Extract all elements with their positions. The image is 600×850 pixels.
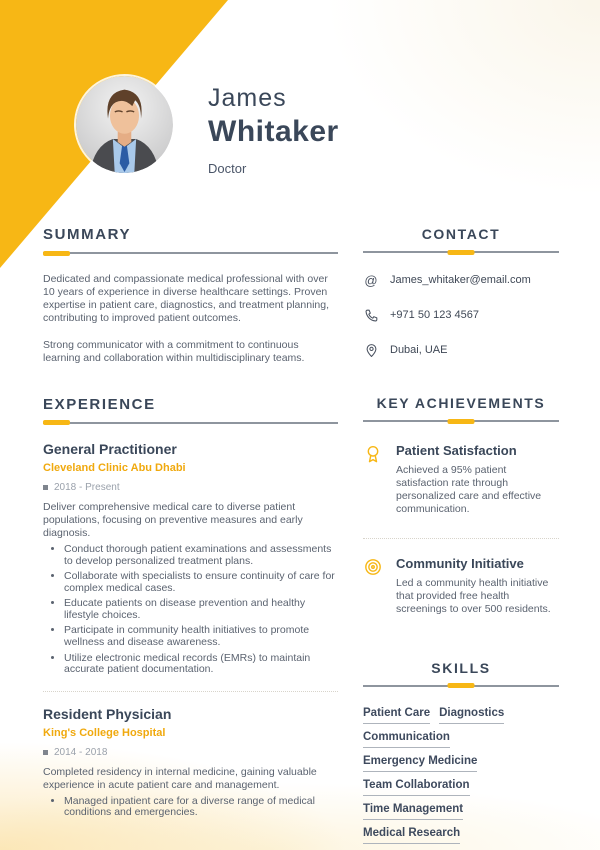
achievements-list: [363, 443, 559, 616]
calendar-icon: [43, 750, 48, 755]
contact-value: Dubai, UAE: [390, 344, 448, 356]
divider-accent: [448, 419, 475, 424]
target-icon: [363, 556, 384, 616]
section-divider: [363, 685, 559, 687]
skill-item: Patient Care: [363, 707, 430, 724]
achievement-item: [363, 443, 559, 517]
contact-item: [363, 272, 559, 288]
job-dates: [43, 747, 338, 758]
contact-value: James_whitaker@email.com: [390, 274, 531, 286]
job-bullet: • Educate patients on disease prevention and healthy lifestyle choices.: [64, 598, 338, 621]
skill-item: Communication: [363, 731, 450, 748]
achievement-body: [396, 443, 559, 517]
job-company: King's College Hospital: [43, 726, 166, 739]
summary-paragraphs: [43, 273, 338, 365]
achievement-description: Led a community health initiative that provided free health screenings to over 500 residents.: [396, 576, 551, 615]
divider-accent: [448, 250, 475, 255]
skills-heading: SKILLS: [431, 659, 491, 676]
section-divider: [43, 252, 338, 254]
contact-section: [363, 226, 559, 358]
achievement-title: Patient Satisfaction: [396, 443, 517, 458]
last-name: Whitaker: [208, 115, 339, 148]
section-divider: [363, 251, 559, 253]
section-divider: [363, 420, 559, 422]
job-dates: [43, 482, 338, 493]
experience-heading: EXPERIENCE: [43, 395, 156, 413]
profile-photo: [76, 76, 173, 173]
achievement-description: Achieved a 95% patient satisfaction rate through personalized care and effective communication.: [396, 464, 542, 516]
location-icon: [363, 342, 379, 358]
calendar-icon: [43, 485, 48, 490]
name-block: [208, 84, 339, 176]
experience-job: [43, 441, 338, 676]
job-dates-text: 2018 - Present: [54, 481, 120, 493]
job-bullet: • Conduct thorough patient examinations and assessments to develop personalized treatment plans.: [64, 544, 338, 567]
skill-item: Team Collaboration: [363, 779, 470, 796]
award-icon: [363, 443, 384, 517]
achievement-item: [363, 538, 559, 616]
achievements-section: [363, 395, 559, 616]
portrait-illustration: [76, 76, 173, 173]
skills-list: [363, 707, 559, 844]
job-bullet: • Collaborate with specialists to ensure continuity of care for complex medical cases.: [64, 571, 338, 594]
summary-section: [43, 226, 338, 365]
job-title: General Practitioner: [43, 440, 177, 457]
contact-heading: CONTACT: [421, 226, 501, 242]
skill-item: Time Management: [363, 803, 463, 820]
experience-section: [43, 396, 338, 819]
achievement-title: Community Initiative: [396, 555, 524, 571]
jobs-list: [43, 441, 338, 819]
phone-icon: [363, 307, 379, 323]
job-title: Resident Physician: [43, 705, 172, 722]
right-column: [363, 226, 559, 844]
job-description: Completed residency in internal medicine, gaining valuable experience in acute patient care and management.: [43, 765, 317, 791]
contact-item: [363, 342, 559, 358]
job-description: Deliver comprehensive medical care to diverse patient populations, focusing on preventive measures and early diagnosis.: [43, 500, 303, 539]
job-bullets: [43, 544, 338, 675]
summary-heading: SUMMARY: [43, 226, 132, 243]
achievements-heading: KEY ACHIEVEMENTS: [376, 395, 546, 411]
contact-value: +971 50 123 4567: [390, 309, 480, 321]
skills-section: [363, 660, 559, 844]
job-bullet: • Participate in community health initiatives to promote wellness and disease awareness.: [64, 625, 338, 648]
experience-job: [43, 691, 338, 819]
divider-accent: [43, 420, 70, 425]
job-company: Cleveland Clinic Abu Dhabi: [43, 461, 186, 474]
divider-accent: [448, 683, 475, 688]
skill-item: Diagnostics: [439, 707, 504, 724]
job-role: Doctor: [208, 161, 247, 176]
achievement-body: [396, 556, 559, 616]
first-name: James: [208, 84, 287, 112]
summary-paragraph: Dedicated and compassionate medical professional with over 10 years of experience in diverse healthcare settings. Proven expertise in patient care, diagnostics, and treatment planning, contributing to improved patient outcomes.: [43, 273, 330, 325]
job-dates-text: 2014 - 2018: [54, 746, 108, 758]
left-column: [43, 226, 338, 819]
job-bullet: • Managed inpatient care for a diverse range of medical conditions and emergencies.: [64, 796, 338, 819]
skill-item: Medical Research: [363, 827, 460, 844]
divider-accent: [43, 251, 70, 256]
skill-item: Emergency Medicine: [363, 755, 477, 772]
summary-paragraph: Strong communicator with a commitment to continuous learning and collaboration within multidisciplinary teams.: [43, 338, 305, 364]
contact-item: [363, 307, 559, 323]
at-icon: @: [364, 272, 378, 288]
section-divider: [43, 422, 338, 424]
job-bullet: • Utilize electronic medical records (EMRs) to maintain accurate patient documentation.: [64, 653, 338, 676]
contact-items: [363, 272, 559, 358]
job-bullets: [43, 796, 338, 819]
